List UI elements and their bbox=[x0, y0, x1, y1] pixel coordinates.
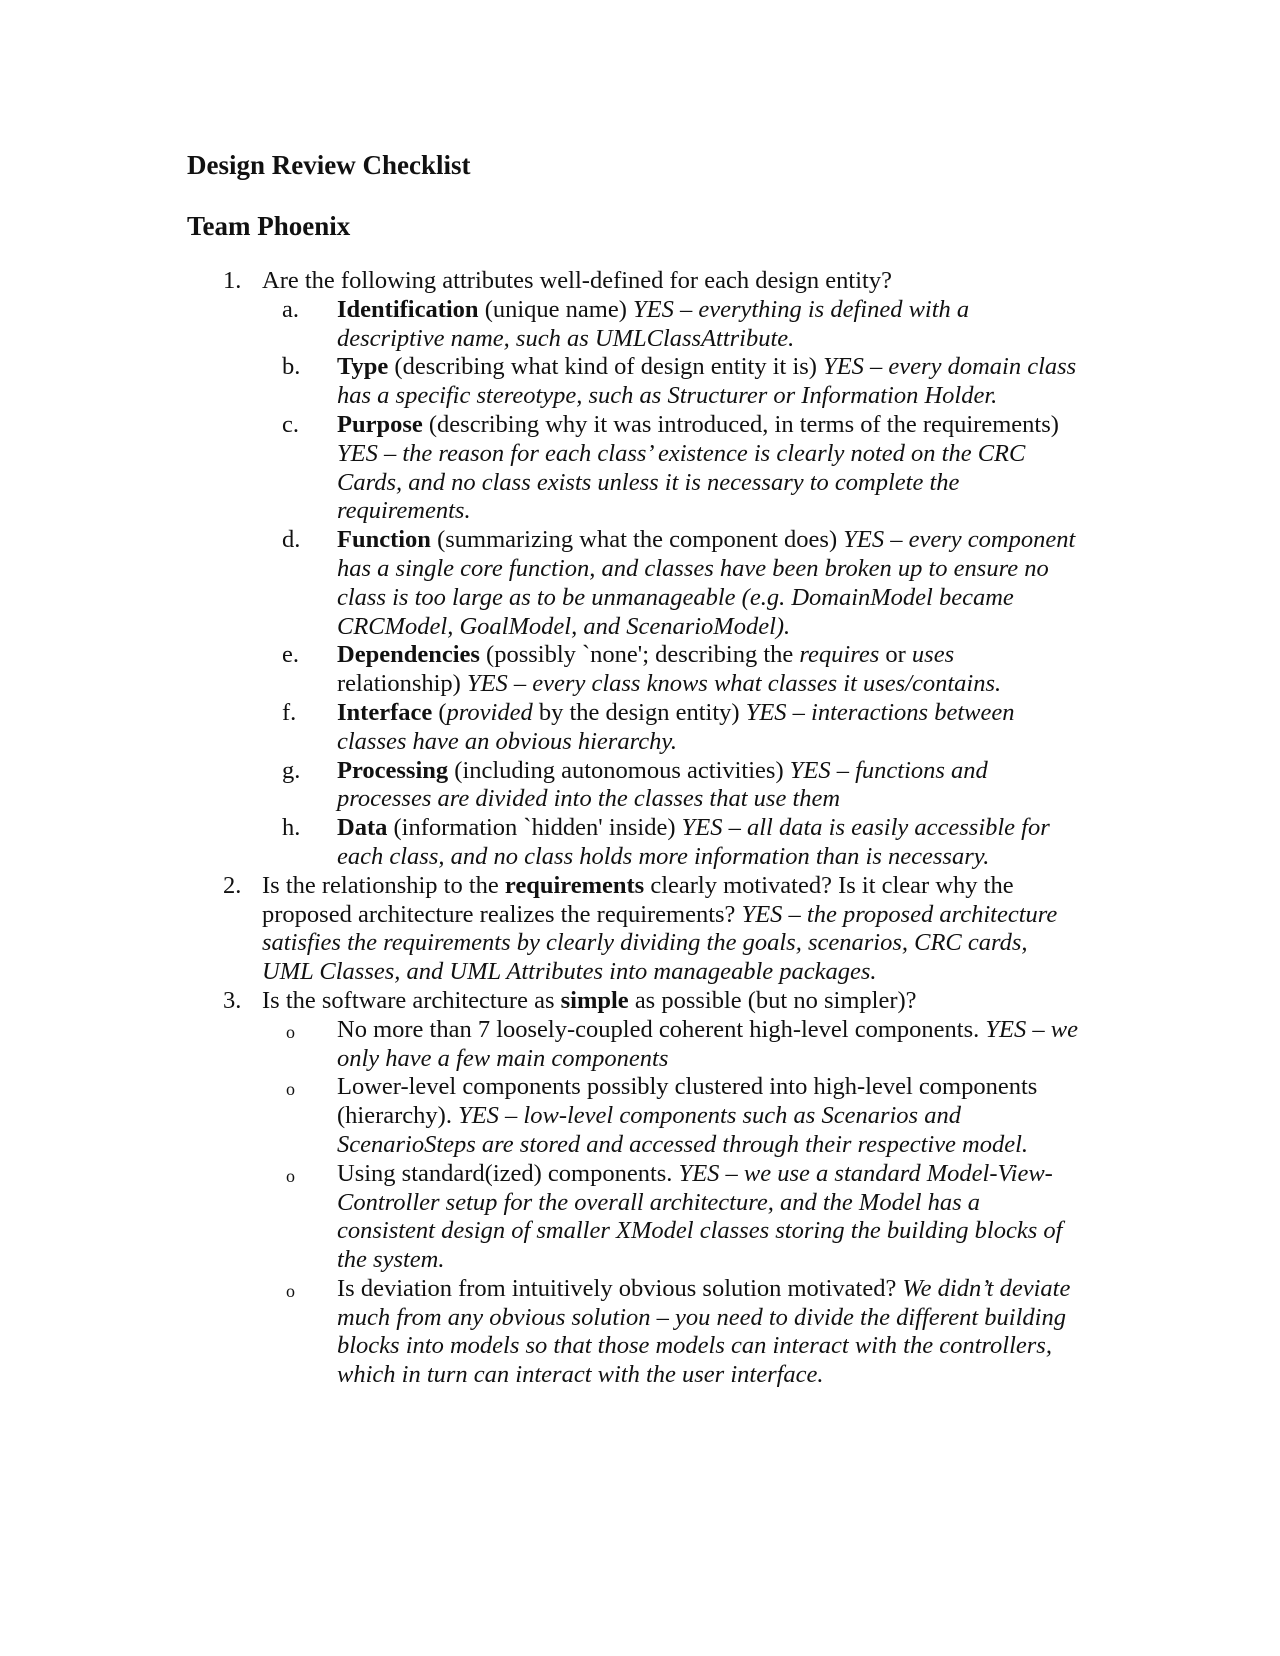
bullet-item bbox=[262, 1016, 1079, 1074]
sub-item-interface bbox=[262, 699, 1079, 757]
team-name: Team Phoenix bbox=[187, 211, 351, 241]
sub-list bbox=[262, 296, 1079, 872]
sub-item-dependencies bbox=[262, 641, 1079, 699]
question-text: Is the software architecture as bbox=[262, 986, 561, 1014]
attribute-label: Dependencies bbox=[337, 641, 480, 669]
answer-text: YES – the reason for each class’ existence is clearly noted on the CRC Cards, and no class exists unless it is necessary to complete the requirements. bbox=[337, 439, 1026, 525]
question-keyword: simple bbox=[560, 986, 629, 1014]
attribute-description: (possibly `none'; describing the bbox=[479, 641, 800, 669]
sub-item-letter: b. bbox=[282, 353, 301, 381]
answer-text: YES – interactions between classes have an obvious hierarchy. bbox=[337, 698, 1015, 755]
attribute-description: (unique name) bbox=[478, 295, 633, 323]
sub-item-purpose bbox=[262, 411, 1079, 526]
bullet-marker: o bbox=[286, 1079, 295, 1100]
bullet-text: No more than 7 loosely-coupled coherent high-level components. bbox=[337, 1015, 986, 1043]
provided-term: provided bbox=[446, 698, 533, 726]
bullet-item bbox=[262, 1275, 1079, 1390]
answer-text: YES – functions and processes are divided into the classes that use them bbox=[337, 756, 988, 813]
attribute-description: (including autonomous activities) bbox=[448, 756, 790, 784]
item-number: 1. bbox=[223, 267, 242, 294]
sub-item-identification bbox=[262, 296, 1079, 354]
sub-item-letter: g. bbox=[282, 756, 301, 784]
checklist-item-1 bbox=[0, 267, 1079, 872]
item-number: 2. bbox=[223, 871, 242, 899]
answer-text: We didn’t deviate much from any obvious solution – you need to divide the different building blocks into models so that those models can interact with the controllers, which in turn can interact with the user interface. bbox=[337, 1274, 1071, 1389]
answer-text: YES – we only have a few main components bbox=[337, 1015, 1078, 1072]
sub-item-function bbox=[262, 526, 1079, 641]
bullet-item bbox=[262, 1073, 1079, 1159]
bullet-list bbox=[262, 1016, 1079, 1390]
attribute-label: Data bbox=[337, 814, 388, 842]
attribute-label: Interface bbox=[337, 698, 433, 726]
answer-text: YES – every domain class has a specific stereotype, such as Structurer or Information Holder. bbox=[337, 353, 1077, 410]
answer-text: YES – low-level components such as Scenarios and ScenarioSteps are stored and accessed through their respective model. bbox=[337, 1102, 1029, 1158]
question-text: Are the following attributes well-defined for each design entity? bbox=[262, 267, 892, 294]
bullet-marker: o bbox=[286, 1021, 295, 1042]
attribute-description: by the design entity) bbox=[532, 698, 746, 726]
sub-item-letter: c. bbox=[282, 410, 299, 438]
attribute-description: (summarizing what the component does) bbox=[430, 526, 844, 554]
attribute-label: Purpose bbox=[337, 410, 423, 438]
question-keyword: requirements bbox=[504, 871, 645, 899]
attribute-description: or bbox=[879, 641, 912, 669]
bullet-item bbox=[262, 1160, 1079, 1275]
answer-text: YES – every class knows what classes it uses/contains. bbox=[466, 670, 1002, 698]
bullet-text: Is deviation from intuitively obvious solution motivated? bbox=[337, 1274, 903, 1302]
answer-text: YES – all data is easily accessible for each class, and no class holds more information than is necessary. bbox=[337, 814, 1050, 870]
requires-term: requires bbox=[799, 641, 880, 669]
sub-item-letter: f. bbox=[282, 698, 297, 726]
sub-item-letter: a. bbox=[282, 295, 299, 323]
attribute-description: relationship) bbox=[337, 670, 467, 698]
attribute-label: Function bbox=[337, 526, 431, 554]
attribute-description: (information `hidden' inside) bbox=[387, 814, 682, 842]
sub-item-letter: h. bbox=[282, 814, 301, 842]
uses-term: uses bbox=[911, 641, 955, 669]
question-text: as possible (but no simpler)? bbox=[628, 986, 917, 1014]
question-text: Is the relationship to the bbox=[262, 871, 505, 899]
answer-text: YES – everything is defined with a descriptive name, such as UMLClassAttribute. bbox=[337, 295, 970, 352]
answer-text: YES – the proposed architecture satisfies the requirements by clearly dividing the goals, scenarios, CRC cards, UML Classes, and UML Attributes into manageable packages. bbox=[262, 900, 1058, 986]
attribute-description: (describing what kind of design entity it is) bbox=[388, 353, 824, 381]
checklist-body bbox=[0, 267, 1280, 1390]
sub-item-data bbox=[262, 814, 1079, 872]
question-text: clearly motivated? Is it clear why the proposed architecture realizes the requirements? bbox=[262, 871, 1014, 928]
attribute-label: Type bbox=[337, 353, 389, 381]
sub-item-letter: e. bbox=[282, 641, 299, 669]
checklist-item-3 bbox=[0, 987, 1079, 1390]
sub-item-letter: d. bbox=[282, 526, 301, 554]
answer-text: YES – we use a standard Model-View-Controller setup for the overall architecture, and the Model has a consistent design of smaller XModel classes storing the building blocks of the system. bbox=[337, 1159, 1063, 1274]
checklist bbox=[0, 267, 1280, 1390]
answer-text: YES – every component has a single core function, and classes have been broken up to ensure no class is too large as to be unmanageable (e.g. DomainModel became CRCModel, GoalModel, and ScenarioModel). bbox=[337, 526, 1076, 640]
bullet-text: Using standard(ized) components. bbox=[337, 1159, 679, 1187]
sub-item-processing bbox=[262, 757, 1079, 815]
bullet-marker: o bbox=[286, 1280, 295, 1301]
document-title: Design Review Checklist bbox=[187, 150, 471, 180]
bullet-text: Lower-level components possibly clustered into high-level components (hierarchy). bbox=[337, 1073, 1038, 1130]
bullet-marker: o bbox=[286, 1165, 295, 1186]
item-number: 3. bbox=[223, 986, 242, 1014]
checklist-item-2 bbox=[0, 872, 1079, 987]
attribute-description: ( bbox=[432, 698, 447, 726]
attribute-label: Identification bbox=[337, 295, 479, 323]
attribute-description: (describing why it was introduced, in terms of the requirements) bbox=[422, 410, 1059, 438]
attribute-label: Processing bbox=[337, 756, 449, 784]
sub-item-type bbox=[262, 353, 1079, 411]
